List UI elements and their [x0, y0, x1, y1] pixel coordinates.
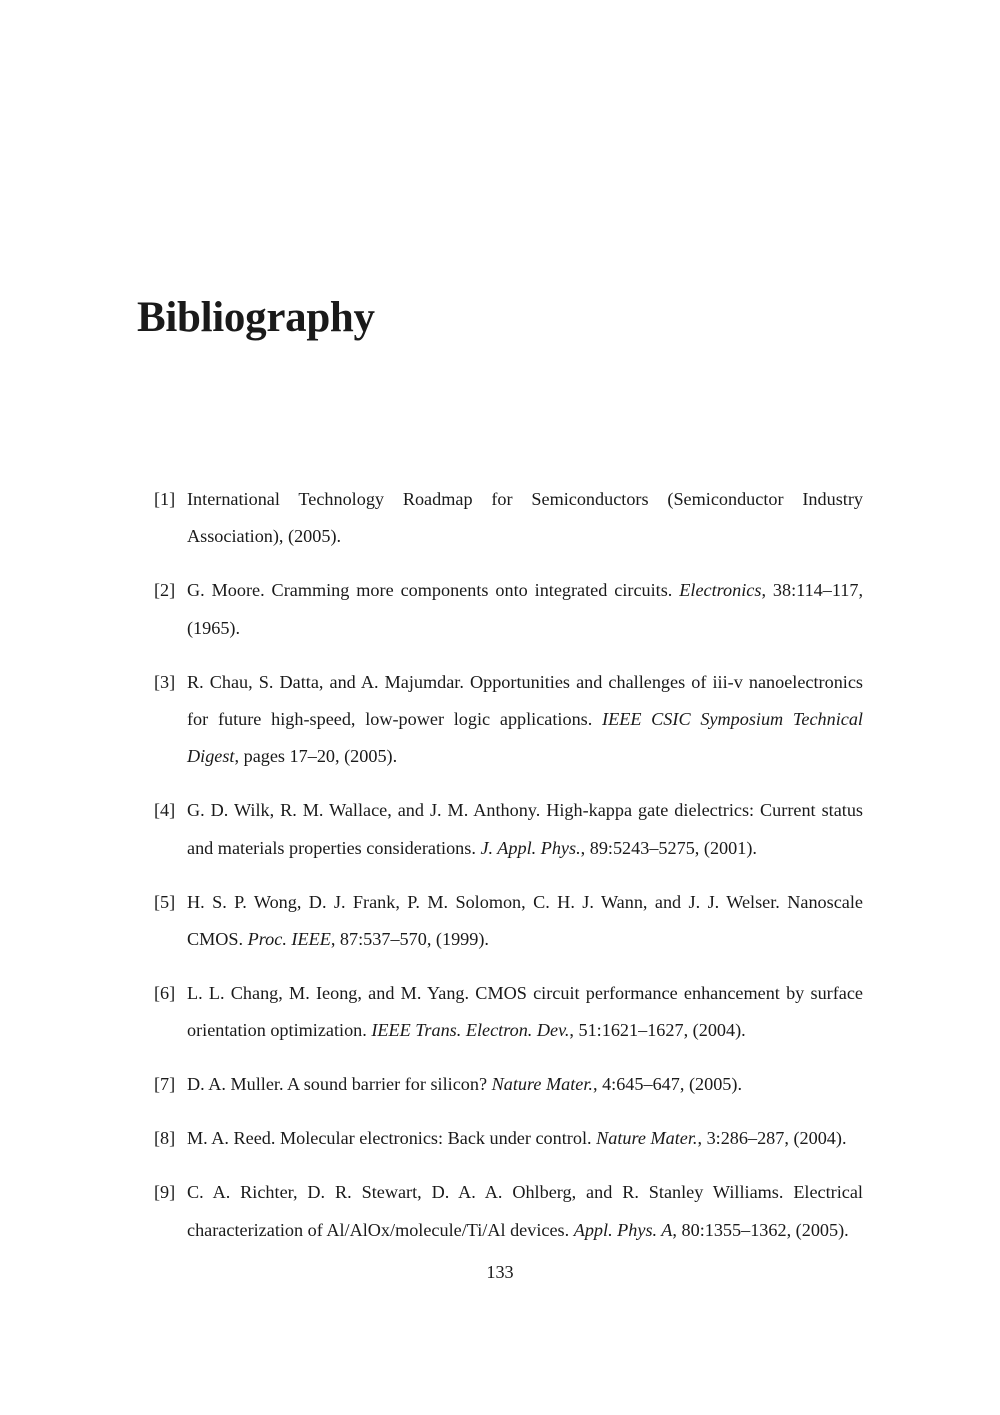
bibliography-entry — [137, 792, 863, 867]
reference-details: , 80:1355–1362, (2005). — [672, 1219, 849, 1240]
reference-details: , 89:5243–5275, (2001). — [580, 837, 757, 858]
bibliography-entry — [137, 975, 863, 1050]
reference-details: , 87:537–570, (1999). — [330, 929, 489, 950]
bibliography-entry — [137, 481, 863, 556]
bibliography-entry — [137, 1120, 863, 1157]
page-number: 133 — [486, 1262, 514, 1282]
reference-text: C. A. Richter, D. R. Stewart, D. A. A. Ohlberg, and R. Stanley Williams. Electrical characterization of Al/AlOx/molecule/Ti/Al devices. — [187, 1182, 863, 1240]
reference-journal: J. Appl. Phys. — [480, 837, 581, 858]
reference-number: [6] — [154, 982, 176, 1003]
reference-details: , 51:1621–1627, (2004). — [569, 1020, 746, 1041]
bibliography-entry — [137, 664, 863, 776]
bibliography-entry — [137, 884, 863, 959]
reference-number: [9] — [154, 1182, 176, 1203]
reference-journal: Electronics — [679, 580, 762, 601]
reference-journal: Nature Mater. — [596, 1128, 698, 1149]
reference-number: [3] — [154, 671, 176, 692]
reference-text: H. S. P. Wong, D. J. Frank, P. M. Solomon, C. H. J. Wann, and J. J. Welser. Nanoscale CMOS. — [187, 891, 863, 950]
chapter-title: Bibliography — [137, 294, 375, 341]
bibliography-entry — [137, 1066, 863, 1103]
reference-text: M. A. Reed. Molecular electronics: Back under control. — [187, 1128, 597, 1149]
reference-journal: Nature Mater. — [491, 1074, 593, 1095]
bibliography-entry — [137, 1174, 863, 1249]
reference-number: [2] — [154, 580, 176, 601]
reference-number: [5] — [154, 891, 176, 912]
reference-text: International Technology Roadmap for Semiconductors (Semiconductor Industry Association), (2005). — [187, 489, 863, 547]
reference-number: [1] — [154, 489, 176, 509]
bibliography-entry — [137, 572, 863, 647]
reference-journal: IEEE CSIC Symposium Technical Digest — [187, 709, 863, 767]
reference-journal: IEEE Trans. Electron. Dev. — [371, 1020, 570, 1041]
reference-text: D. A. Muller. A sound barrier for silicon? — [187, 1074, 492, 1095]
bibliography-list — [137, 481, 863, 1265]
reference-details: , pages 17–20, (2005). — [234, 746, 398, 767]
reference-number: [8] — [154, 1128, 176, 1149]
reference-text: G. D. Wilk, R. M. Wallace, and J. M. Anthony. High-kappa gate dielectrics: Current status and materials properties considerations. — [187, 800, 863, 858]
reference-journal: Proc. IEEE — [247, 929, 331, 950]
reference-text: R. Chau, S. Datta, and A. Majumdar. Opportunities and challenges of iii-v nanoelectronics for future high-speed, low-power logic applications. — [187, 671, 863, 730]
reference-journal: Appl. Phys. A — [573, 1219, 673, 1240]
reference-details: , 38:114–117, (1965). — [187, 580, 863, 638]
reference-text: G. Moore. Cramming more components onto integrated circuits. — [187, 580, 680, 601]
reference-number: [4] — [154, 800, 176, 821]
reference-details: , 3:286–287, (2004). — [697, 1128, 847, 1149]
reference-text: L. L. Chang, M. Ieong, and M. Yang. CMOS circuit performance enhancement by surface orientation optimization. — [187, 982, 863, 1041]
reference-details: , 4:645–647, (2005). — [592, 1074, 742, 1095]
reference-number: [7] — [154, 1074, 176, 1095]
